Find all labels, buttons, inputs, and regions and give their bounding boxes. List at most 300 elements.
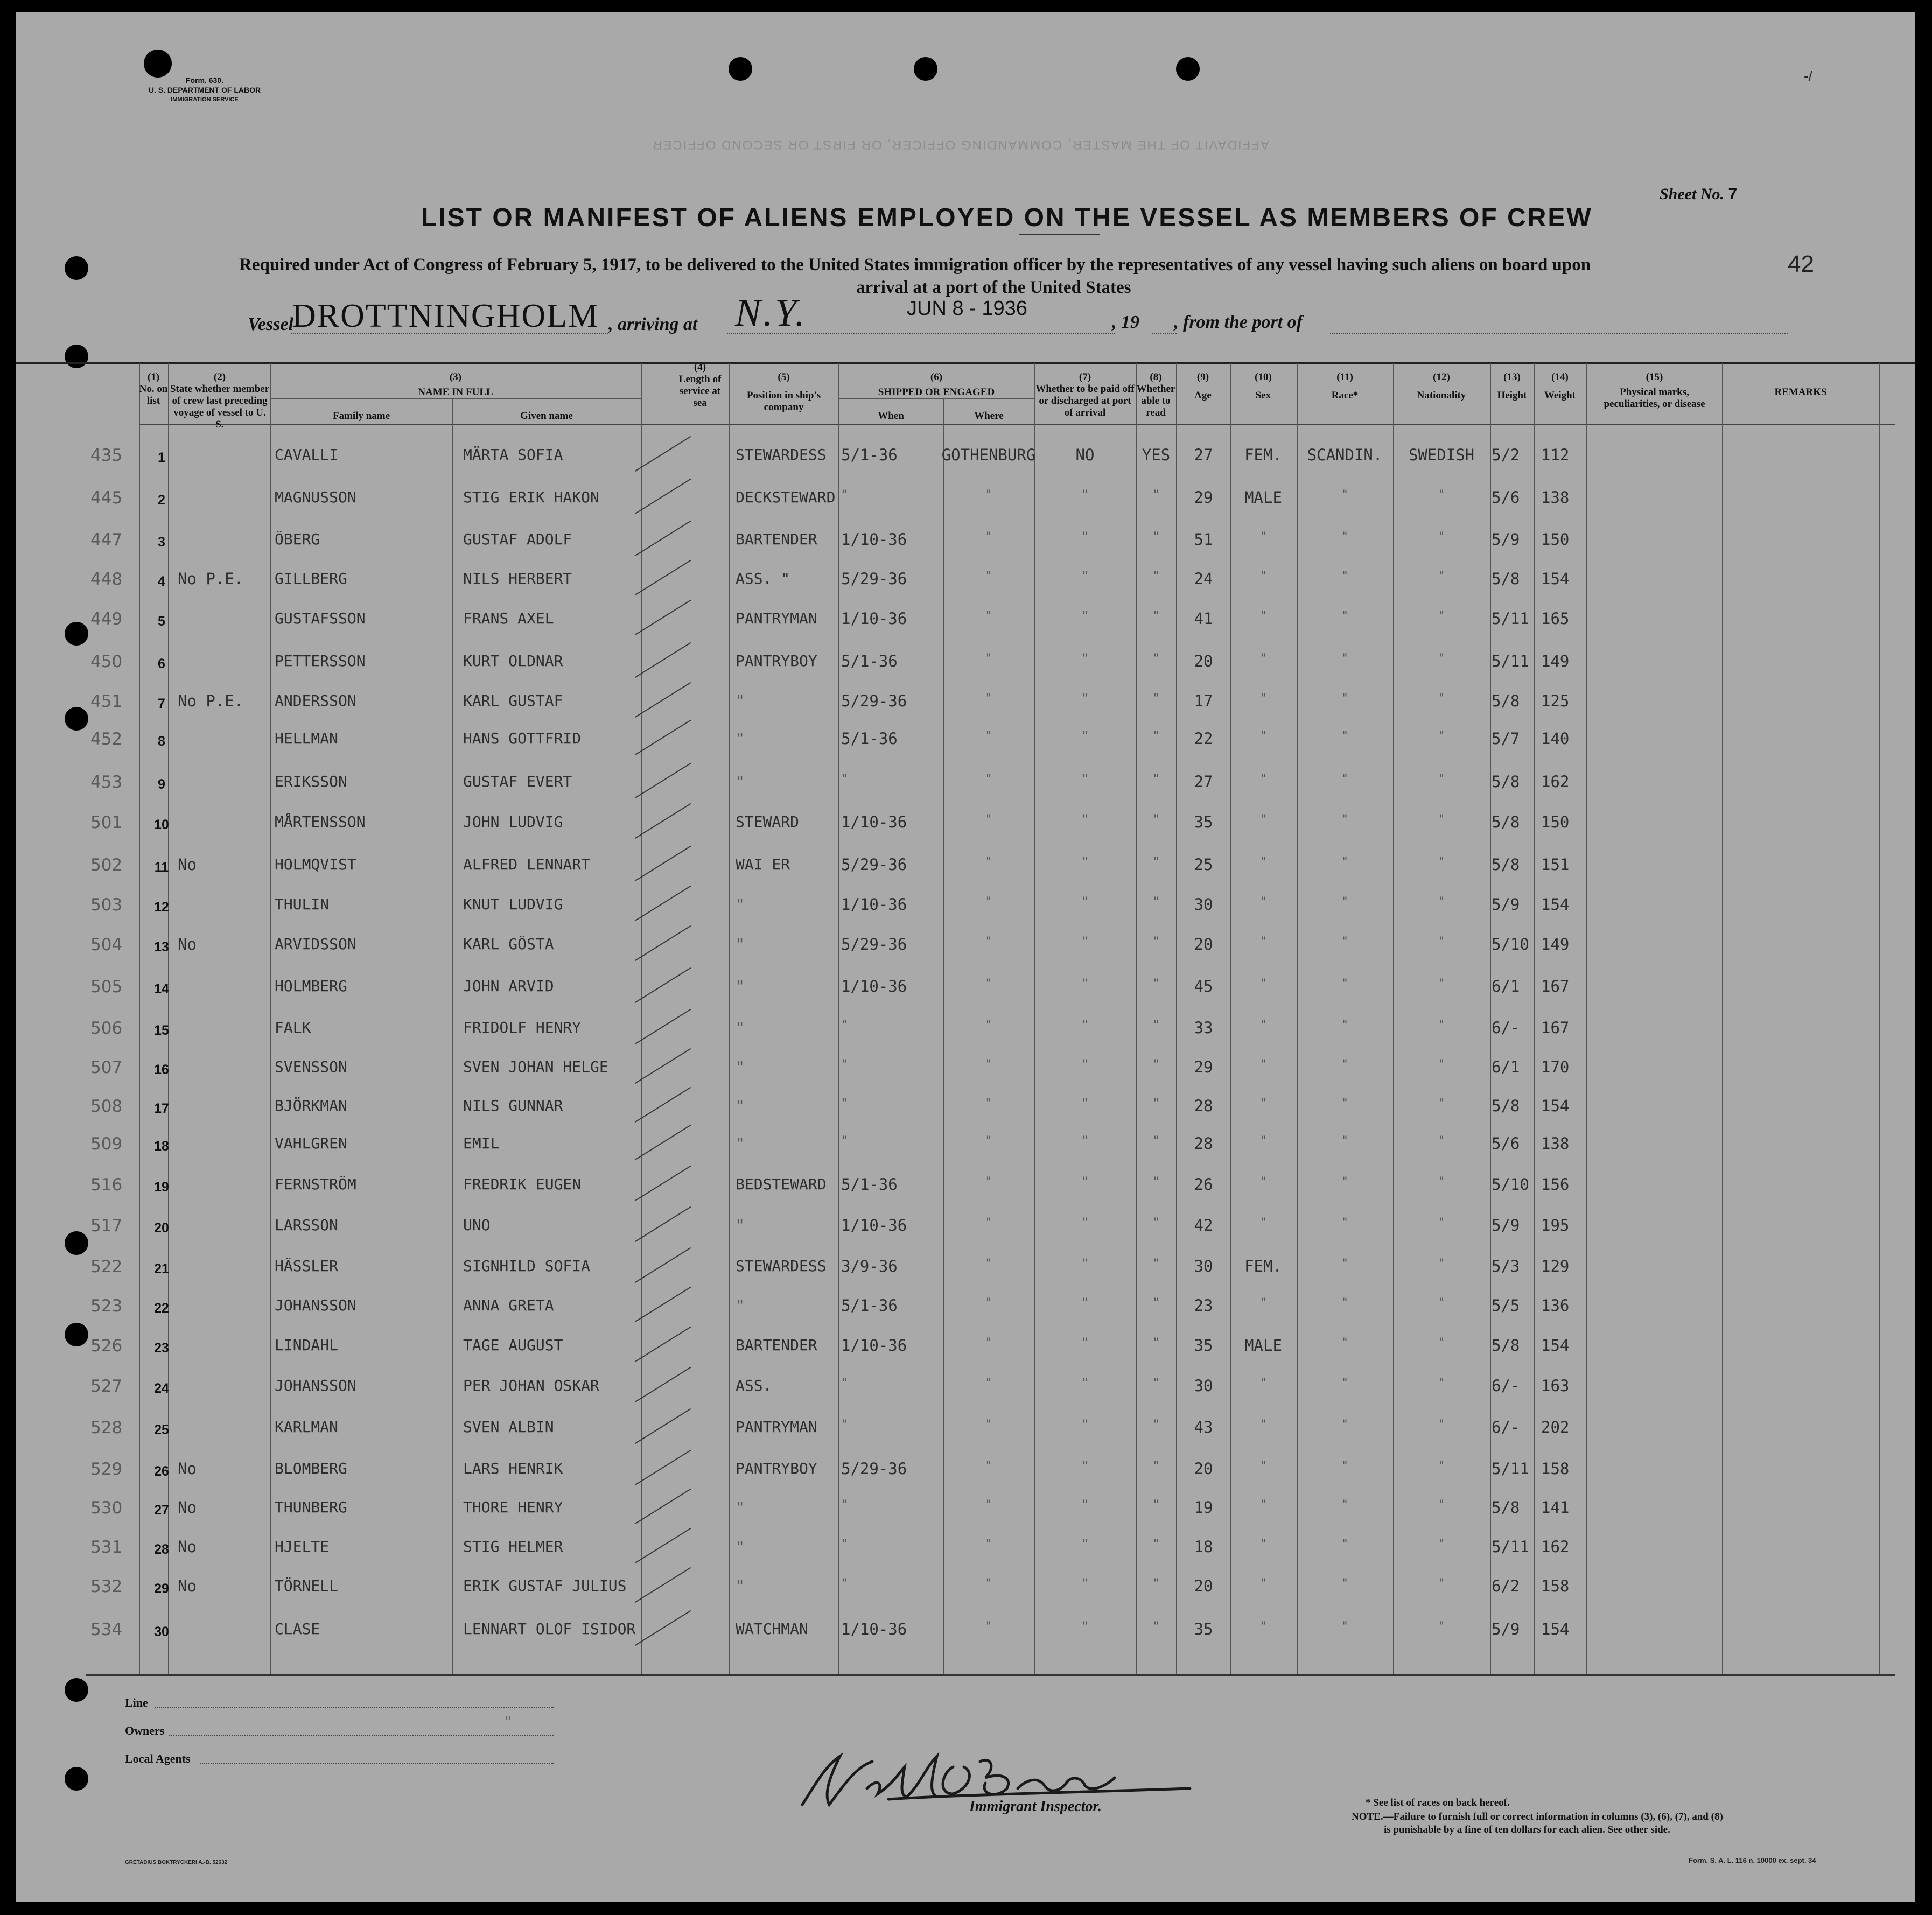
- cell-position: ": [736, 729, 745, 747]
- col-label: Length of service at sea: [678, 374, 722, 409]
- cell-line: 452: [90, 729, 123, 749]
- cell-race: ": [1341, 855, 1349, 869]
- cell-no: 19: [154, 1180, 169, 1195]
- cell-sex: FEM.: [1244, 1257, 1282, 1275]
- col-num: (10): [1255, 371, 1272, 383]
- service-slash-mark: [635, 1567, 691, 1603]
- col-rule: [452, 399, 453, 1674]
- cell-paid: ": [1081, 652, 1089, 665]
- cell-paid: ": [1081, 1058, 1089, 1071]
- service-slash-mark: [635, 1287, 691, 1322]
- cell-when: 1/10-36: [841, 530, 907, 549]
- cell-nat: ": [1438, 609, 1445, 623]
- cell-family: KARLMAN: [275, 1418, 339, 1436]
- cell-weight: 154: [1541, 1620, 1570, 1638]
- subcol-where: Where: [974, 410, 1004, 422]
- sheet-number: [1660, 185, 1737, 204]
- col-label: Whether able to read: [1136, 383, 1175, 418]
- cell-paid: ": [1081, 773, 1089, 786]
- cell-position: ": [736, 773, 745, 790]
- cell-paid: ": [1081, 1620, 1089, 1633]
- subcol-family-name: Family name: [332, 410, 390, 422]
- failure-note-line2: is punishable by a fine of ten dollars for each alien. See other side.: [1384, 1824, 1670, 1835]
- cell-sex: ": [1259, 1377, 1267, 1390]
- cell-nat: ": [1438, 935, 1445, 949]
- cell-when: ": [841, 1538, 849, 1551]
- col-num: (3): [449, 371, 462, 383]
- col-header-physical-marks: [1599, 371, 1710, 410]
- cell-age: 20: [1194, 1577, 1213, 1595]
- cell-no: 22: [154, 1301, 169, 1316]
- footer-line-label: Line: [125, 1696, 148, 1709]
- cell-height: 5/10: [1492, 1175, 1529, 1194]
- cell-race: ": [1341, 935, 1349, 949]
- cell-paid: ": [1081, 1460, 1089, 1473]
- cell-nat: SWEDISH: [1408, 446, 1475, 464]
- cell-sex: ": [1259, 1175, 1267, 1189]
- cell-paid: ": [1081, 977, 1089, 991]
- cell-sex: ": [1259, 1296, 1267, 1310]
- cell-position: BARTENDER: [736, 530, 817, 548]
- cell-read: ": [1152, 1058, 1160, 1071]
- cell-race: ": [1341, 895, 1349, 909]
- col-rule: [943, 399, 944, 1674]
- cell-prev: No: [178, 1538, 197, 1556]
- cell-family: MÅRTENSSON: [275, 813, 366, 831]
- col-header-race: [1297, 371, 1393, 402]
- cell-weight: 154: [1541, 1097, 1570, 1115]
- cell-race: ": [1341, 1498, 1349, 1512]
- cell-age: 28: [1194, 1134, 1213, 1153]
- cell-family: BJÖRKMAN: [275, 1097, 347, 1114]
- cell-race: ": [1341, 530, 1349, 544]
- cell-line: 445: [90, 488, 123, 508]
- cell-position: PANTRYMAN: [736, 1418, 817, 1436]
- col-label: Weight: [1544, 390, 1576, 401]
- cell-weight: 162: [1541, 1538, 1570, 1556]
- vessel-name: DROTTNINGHOLM: [292, 298, 599, 334]
- cell-race: ": [1341, 1058, 1349, 1071]
- cell-age: 41: [1194, 609, 1213, 628]
- col-header-able-to-read: [1136, 371, 1176, 419]
- cell-height: 6/2: [1492, 1577, 1520, 1595]
- cell-height: 5/11: [1492, 652, 1529, 670]
- cell-line: 435: [90, 446, 123, 465]
- cell-paid: ": [1081, 1377, 1089, 1390]
- cell-no: 17: [154, 1101, 169, 1116]
- cell-when: ": [841, 773, 849, 786]
- punch-hole: [65, 622, 88, 646]
- footer-line-dotline: [155, 1707, 554, 1708]
- cell-age: 27: [1194, 446, 1213, 464]
- sheet-label: Sheet No.: [1660, 185, 1724, 203]
- cell-when: 1/10-36: [841, 813, 907, 831]
- cell-line: 528: [90, 1418, 123, 1437]
- service-slash-mark: [635, 1125, 691, 1160]
- cell-sex: ": [1259, 977, 1267, 991]
- cell-read: ": [1152, 1019, 1160, 1032]
- cell-nat: ": [1438, 692, 1445, 705]
- cell-given: TAGE AUGUST: [463, 1336, 563, 1354]
- cell-no: 11: [154, 860, 169, 875]
- cell-weight: 163: [1541, 1377, 1570, 1395]
- year-dotline: [1152, 333, 1177, 334]
- cell-race: ": [1341, 692, 1349, 705]
- col-header-nationality: [1393, 371, 1490, 402]
- service-name: IMMIGRATION SERVICE: [171, 96, 239, 103]
- cell-given: UNO: [463, 1216, 491, 1234]
- cell-family: ARVIDSSON: [275, 935, 356, 953]
- subcol-given-name: Given name: [520, 410, 573, 422]
- cell-age: 43: [1194, 1418, 1213, 1436]
- cell-where: ": [985, 1538, 992, 1551]
- cell-height: 5/8: [1492, 1498, 1520, 1517]
- cell-sex: ": [1259, 1577, 1267, 1590]
- cell-no: 10: [154, 817, 169, 832]
- cell-where: ": [985, 1577, 992, 1590]
- arriving-dotline: [727, 333, 910, 334]
- table-top-rule: [16, 362, 1915, 364]
- cell-sex: ": [1259, 813, 1267, 826]
- cell-sex: ": [1259, 935, 1267, 949]
- cell-age: 27: [1194, 773, 1213, 791]
- cell-when: 5/29-36: [841, 855, 907, 874]
- cell-position: STEWARD: [736, 813, 800, 831]
- cell-when: ": [841, 1134, 849, 1148]
- vessel-dotline: [291, 333, 608, 334]
- cell-race: ": [1341, 1257, 1349, 1271]
- cell-no: 28: [154, 1542, 169, 1557]
- cell-paid: ": [1081, 1257, 1089, 1271]
- cell-weight: 140: [1541, 729, 1570, 748]
- cell-weight: 129: [1541, 1257, 1570, 1275]
- col-num: (13): [1503, 371, 1521, 383]
- cell-weight: 149: [1541, 935, 1570, 953]
- cell-weight: 125: [1541, 692, 1570, 710]
- service-slash-mark: [635, 521, 691, 556]
- cell-given: KARL GUSTAF: [463, 692, 563, 710]
- cell-weight: 151: [1541, 855, 1570, 874]
- cell-given: HANS GOTTFRID: [463, 729, 582, 747]
- service-slash-mark: [635, 436, 691, 472]
- cell-given: FREDRIK EUGEN: [463, 1175, 582, 1193]
- cell-nat: ": [1438, 488, 1445, 502]
- cell-when: 3/9-36: [841, 1257, 898, 1275]
- date-dotline: [910, 333, 1115, 334]
- cell-nat: ": [1438, 1336, 1445, 1350]
- col-num: (9): [1196, 371, 1209, 383]
- footer-owners-label: Owners: [125, 1724, 165, 1737]
- cell-weight: 154: [1541, 570, 1570, 588]
- cell-height: 6/-: [1492, 1019, 1520, 1037]
- cell-read: ": [1152, 1577, 1160, 1590]
- title-underline: [1019, 234, 1100, 235]
- cell-where: ": [985, 570, 992, 583]
- cell-line: 522: [90, 1257, 123, 1276]
- cell-read: ": [1152, 692, 1160, 705]
- name-sub-rule: [270, 398, 641, 399]
- cell-race: ": [1341, 1175, 1349, 1189]
- cell-age: 35: [1194, 1620, 1213, 1638]
- col-label: Nationality: [1417, 390, 1466, 401]
- col-rule: [1176, 363, 1177, 1674]
- cell-age: 45: [1194, 977, 1213, 995]
- col-header-no-on-list: [139, 371, 168, 407]
- subcol-when: When: [878, 410, 904, 422]
- cell-nat: ": [1438, 1498, 1445, 1512]
- cell-given: MÄRTA SOFIA: [463, 446, 563, 464]
- cell-nat: ": [1438, 1134, 1445, 1148]
- cell-sex: ": [1259, 1620, 1267, 1633]
- form-number: Form. 630.: [185, 76, 224, 85]
- cell-line: 502: [90, 855, 123, 875]
- cell-height: 5/11: [1492, 1538, 1529, 1556]
- cell-position: ": [736, 1019, 745, 1036]
- cell-nat: ": [1438, 1460, 1445, 1473]
- cell-weight: 149: [1541, 652, 1570, 670]
- year-label: , 19: [1112, 312, 1139, 332]
- port-label: , from the port of: [1174, 312, 1303, 332]
- cell-age: 30: [1194, 1257, 1213, 1275]
- cell-given: ALFRED LENNART: [463, 855, 591, 873]
- col-rule: [1722, 363, 1723, 1674]
- cell-when: ": [841, 1498, 849, 1512]
- cell-given: ANNA GRETA: [463, 1296, 554, 1314]
- cell-where: ": [985, 813, 992, 826]
- cell-race: ": [1341, 652, 1349, 665]
- cell-no: 5: [158, 614, 165, 629]
- cell-weight: 162: [1541, 773, 1570, 791]
- cell-read: ": [1152, 855, 1160, 869]
- cell-read: ": [1152, 773, 1160, 786]
- cell-paid: ": [1081, 813, 1089, 826]
- col-header-length-of-service: [677, 362, 723, 409]
- cell-height: 5/9: [1492, 895, 1520, 914]
- cell-nat: ": [1438, 1377, 1445, 1390]
- cell-position: STEWARDESS: [736, 1257, 827, 1275]
- cell-paid: ": [1081, 1019, 1089, 1032]
- failure-note-line1: NOTE.—Failure to furnish full or correct information in columns (3), (6), (7), and (8): [1352, 1811, 1723, 1822]
- cell-line: 517: [90, 1216, 123, 1236]
- cell-given: SVEN JOHAN HELGE: [463, 1058, 608, 1076]
- punch-hole: [65, 1323, 88, 1346]
- cell-position: ": [736, 1498, 745, 1516]
- service-slash-mark: [635, 1206, 691, 1242]
- cell-line: 453: [90, 773, 123, 792]
- col-label: No. on list: [139, 383, 168, 406]
- cell-paid: ": [1081, 935, 1089, 949]
- footer-agents-label: Local Agents: [125, 1752, 191, 1765]
- col-num: (12): [1433, 371, 1450, 383]
- cell-read: ": [1152, 1498, 1160, 1512]
- cell-weight: 158: [1541, 1577, 1570, 1595]
- cell-age: 33: [1194, 1019, 1213, 1037]
- cell-where: GOTHENBURG: [941, 446, 1036, 464]
- cell-family: HOLMBERG: [275, 977, 347, 995]
- cell-read: ": [1152, 1175, 1160, 1189]
- subtitle-line2: arrival at a port of the United States: [856, 278, 1131, 297]
- cell-given: KURT OLDNAR: [463, 652, 563, 670]
- cell-age: 19: [1194, 1498, 1213, 1517]
- cell-when: 5/29-36: [841, 692, 907, 710]
- service-slash-mark: [635, 479, 691, 514]
- cell-line: 504: [90, 935, 123, 955]
- punch-hole: [65, 707, 88, 731]
- cell-no: 12: [154, 900, 169, 915]
- cell-nat: ": [1438, 729, 1445, 743]
- cell-paid: ": [1081, 1538, 1089, 1551]
- cell-race: ": [1341, 1216, 1349, 1230]
- cell-family: TÖRNELL: [275, 1577, 339, 1595]
- cell-family: JOHANSSON: [275, 1296, 356, 1314]
- cell-given: JOHN ARVID: [463, 977, 554, 995]
- cell-when: 5/1-36: [841, 1175, 898, 1194]
- cell-weight: 150: [1541, 813, 1570, 831]
- cell-given: THORE HENRY: [463, 1498, 563, 1516]
- vessel-label: Vessel: [248, 314, 293, 334]
- cell-race: SCANDIN.: [1307, 446, 1383, 464]
- cell-no: 1: [158, 450, 165, 465]
- cell-paid: ": [1081, 488, 1089, 502]
- cell-sex: ": [1259, 773, 1267, 786]
- service-slash-mark: [635, 886, 691, 921]
- cell-position: WATCHMAN: [736, 1620, 808, 1638]
- cell-weight: 158: [1541, 1460, 1570, 1478]
- cell-line: 530: [90, 1498, 123, 1518]
- cell-race: ": [1341, 609, 1349, 623]
- cell-read: ": [1152, 570, 1160, 583]
- cell-paid: ": [1081, 1175, 1089, 1189]
- cell-prev: No: [178, 855, 197, 874]
- port-dotline: [1330, 333, 1788, 334]
- cell-height: 5/9: [1492, 1216, 1520, 1234]
- cell-sex: ": [1259, 530, 1267, 544]
- cell-position: ": [736, 1058, 745, 1076]
- cell-no: 6: [158, 656, 165, 671]
- cell-given: ERIK GUSTAF JULIUS: [463, 1577, 627, 1595]
- cell-no: 27: [154, 1503, 169, 1518]
- cell-no: 16: [154, 1062, 169, 1077]
- arriving-label: , arriving at: [608, 314, 698, 334]
- cell-read: ": [1152, 1538, 1160, 1551]
- cell-age: 23: [1194, 1296, 1213, 1315]
- cell-weight: 195: [1541, 1216, 1570, 1234]
- cell-height: 5/11: [1492, 609, 1529, 628]
- cell-height: 5/11: [1492, 1460, 1529, 1478]
- cell-no: 24: [154, 1381, 169, 1396]
- cell-sex: ": [1259, 652, 1267, 665]
- race-note: * See list of races on back hereof.: [1366, 1797, 1510, 1808]
- cell-read: ": [1152, 729, 1160, 743]
- cell-family: HOLMQVIST: [275, 855, 356, 873]
- cell-sex: ": [1259, 895, 1267, 909]
- cell-no: 3: [158, 535, 165, 550]
- cell-height: 5/8: [1492, 692, 1520, 710]
- cell-position: ": [736, 1296, 745, 1314]
- cell-sex: MALE: [1244, 1336, 1282, 1355]
- cell-race: ": [1341, 1460, 1349, 1473]
- cell-position: ": [736, 895, 745, 913]
- cell-nat: ": [1438, 570, 1445, 583]
- cell-paid: ": [1081, 1296, 1089, 1310]
- col-header-remarks: [1722, 387, 1879, 398]
- cell-read: ": [1152, 488, 1160, 502]
- cell-where: ": [985, 855, 992, 869]
- cell-height: 5/8: [1492, 813, 1520, 831]
- cell-where: ": [985, 729, 992, 743]
- cell-when: ": [841, 1058, 849, 1071]
- cell-family: GILLBERG: [275, 570, 347, 587]
- cell-position: ": [736, 1538, 745, 1555]
- cell-position: WAI ER: [736, 855, 790, 873]
- cell-given: SVEN ALBIN: [463, 1418, 554, 1436]
- cell-where: ": [985, 935, 992, 949]
- cell-race: ": [1341, 570, 1349, 583]
- cell-when: ": [841, 488, 849, 502]
- cell-age: 51: [1194, 530, 1213, 549]
- col-rule: [270, 363, 271, 1674]
- col-label: NAME IN FULL: [418, 387, 493, 398]
- service-slash-mark: [635, 1048, 691, 1084]
- cell-position: ": [736, 1577, 745, 1595]
- cell-where: ": [985, 1418, 992, 1432]
- cell-read: ": [1152, 813, 1160, 826]
- cell-sex: ": [1259, 1216, 1267, 1230]
- cell-nat: ": [1438, 1418, 1445, 1432]
- count-annotation: 42: [1788, 251, 1814, 277]
- cell-when: 1/10-36: [841, 895, 907, 914]
- col-num: (11): [1336, 371, 1353, 383]
- cell-sex: ": [1259, 1538, 1267, 1551]
- cell-no: 15: [154, 1023, 169, 1038]
- cell-given: LARS HENRIK: [463, 1460, 563, 1477]
- cell-given: KARL GÖSTA: [463, 935, 554, 953]
- cell-where: ": [985, 1377, 992, 1390]
- cell-paid: ": [1081, 609, 1089, 623]
- cell-line: 501: [90, 813, 123, 832]
- cell-race: ": [1341, 1620, 1349, 1633]
- cell-given: STIG ERIK HAKON: [463, 488, 599, 506]
- cell-when: 5/1-36: [841, 652, 898, 670]
- cell-family: LINDAHL: [275, 1336, 339, 1354]
- col-num: (8): [1150, 371, 1162, 383]
- col-header-sex: [1230, 371, 1297, 402]
- cell-weight: 165: [1541, 609, 1570, 628]
- cell-when: 1/10-36: [841, 1620, 907, 1638]
- cell-weight: 138: [1541, 488, 1570, 507]
- cell-paid: ": [1081, 1418, 1089, 1432]
- col-num: (5): [778, 371, 790, 383]
- cell-nat: ": [1438, 1097, 1445, 1110]
- cell-sex: ": [1259, 1498, 1267, 1512]
- cell-given: PER JOHAN OSKAR: [463, 1377, 599, 1394]
- cell-sex: ": [1259, 1134, 1267, 1148]
- cell-position: PANTRYBOY: [736, 652, 817, 670]
- cell-sex: ": [1259, 1058, 1267, 1071]
- cell-family: FERNSTRÖM: [275, 1175, 356, 1193]
- cell-weight: 112: [1541, 446, 1570, 464]
- cell-read: ": [1152, 935, 1160, 949]
- cell-where: ": [985, 652, 992, 665]
- cell-line: 506: [90, 1019, 123, 1038]
- cell-weight: 136: [1541, 1296, 1570, 1315]
- col-label: Position in ship's company: [746, 390, 821, 413]
- cell-race: ": [1341, 1538, 1349, 1551]
- cell-paid: ": [1081, 895, 1089, 909]
- col-rule: [1534, 363, 1535, 1674]
- cell-family: HELLMAN: [275, 729, 339, 747]
- col-header-position: [729, 371, 838, 413]
